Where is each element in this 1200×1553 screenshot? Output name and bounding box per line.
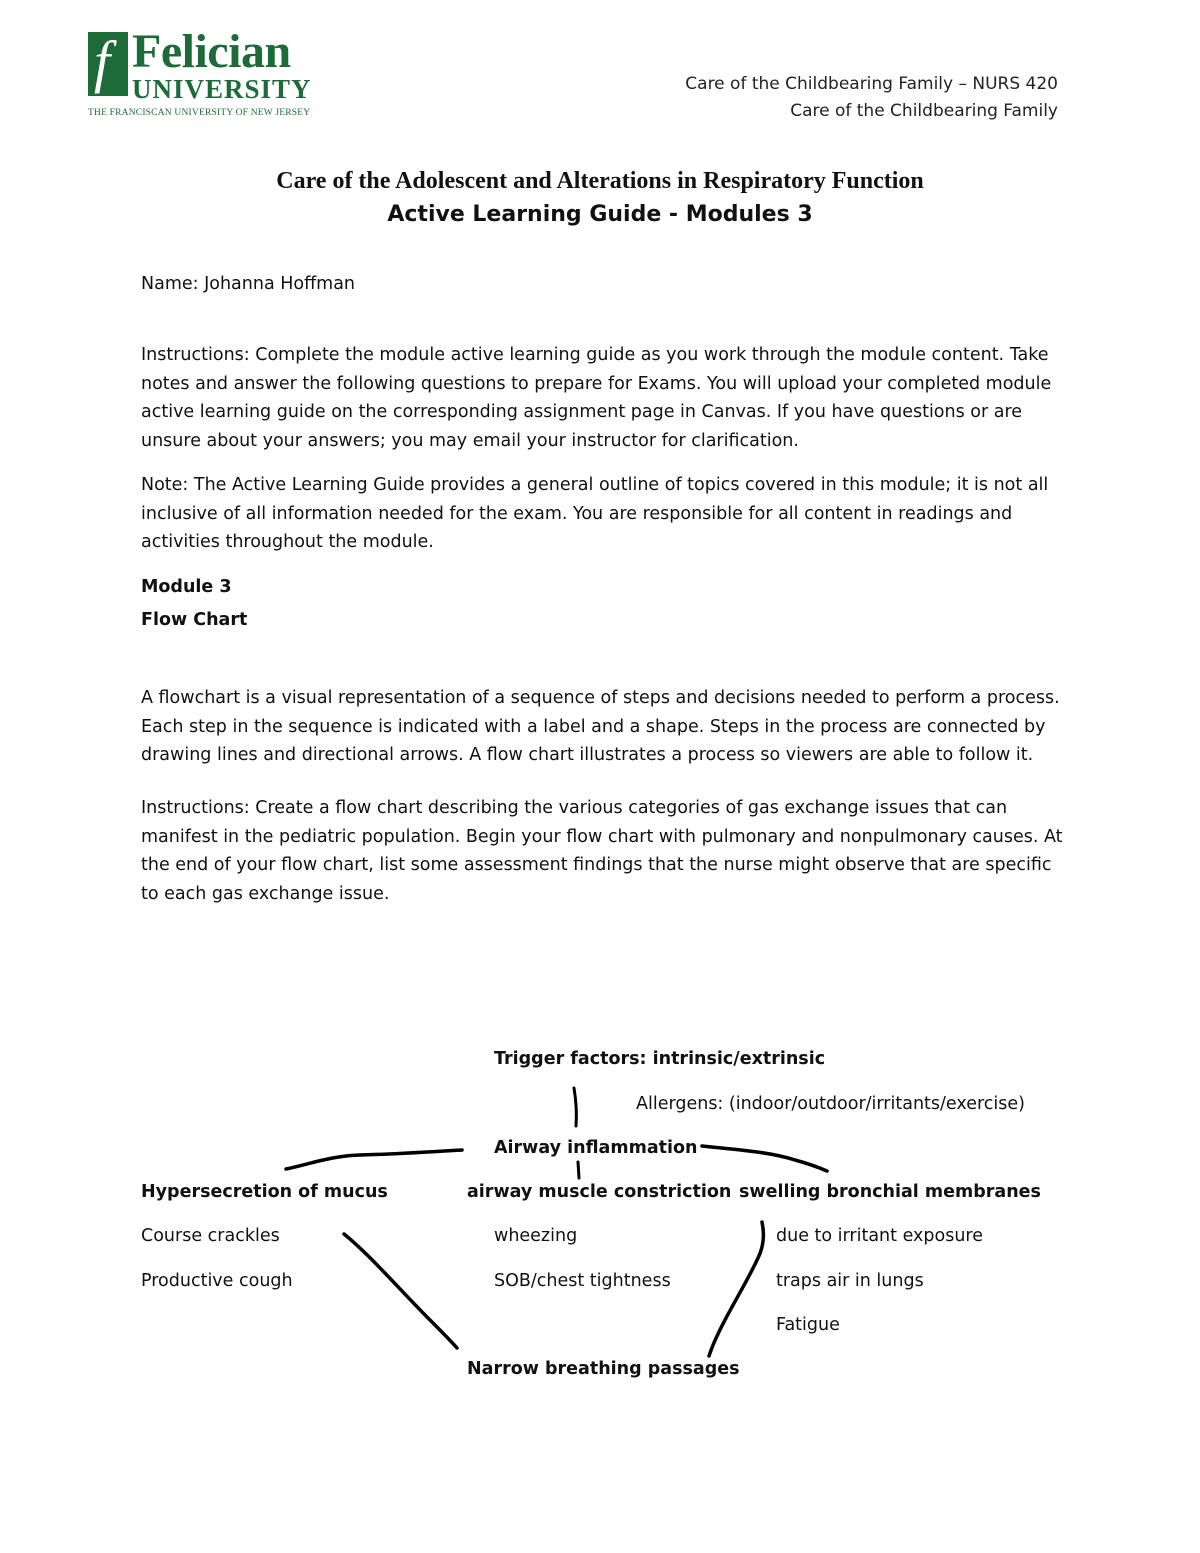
connector-left-to-narrow — [344, 1234, 457, 1348]
flowchart-airway-inflammation: Airway inflammation — [494, 1138, 698, 1158]
finding-wheezing: wheezing — [494, 1226, 578, 1246]
logo-tagline: THE FRANCISCAN UNIVERSITY OF NEW JERSEY — [88, 108, 311, 118]
flowchart-hypersecretion: Hypersecretion of mucus — [141, 1182, 388, 1202]
finding-productive-cough: Productive cough — [141, 1271, 293, 1291]
flowchart-description: A flowchart is a visual representation of a sequence of steps and decisions needed to perform a process. Each step in the sequence is indicated with a label and a shape. Steps in the process are connected by drawing lines and directional arrows. A flow chart illustrates a process so viewers are able to follow it. — [141, 688, 1060, 765]
document-title: Care of the Adolescent and Alterations in Respiratory Function — [276, 168, 924, 194]
connector-trigger-to-inflammation — [574, 1088, 576, 1126]
connector-inflammation-center — [578, 1162, 579, 1178]
finding-fatigue: Fatigue — [776, 1315, 840, 1335]
finding-course-crackles: Course crackles — [141, 1226, 280, 1246]
note-paragraph: Note: The Active Learning Guide provides a general outline of topics covered in this module; it is not all inclusive of all information needed for the exam. You are responsible for all content in readings and activities throughout the module. — [141, 475, 1049, 552]
logo-letter: f — [94, 29, 111, 94]
document-subtitle: Active Learning Guide - Modules 3 — [387, 202, 813, 227]
flowchart-allergens: Allergens: (indoor/outdoor/irritants/exercise) — [636, 1094, 1025, 1114]
finding-sob-chest-tightness: SOB/chest tightness — [494, 1271, 671, 1291]
student-name: Name: Johanna Hoffman — [141, 274, 356, 294]
flowchart-instructions: Instructions: Create a flow chart describing the various categories of gas exchange issues that can manifest in the pediatric population. Begin your flow chart with pulmonary and nonpulmonary causes. At the end of your flow chart, list some assessment findings that the nurse might observe that are specific to each gas exchange issue. — [141, 798, 1063, 904]
section-heading: Flow Chart — [141, 610, 248, 630]
header-course-name: Care of the Childbearing Family — [790, 101, 1058, 121]
flowchart-trigger-factors: Trigger factors: intrinsic/extrinsic — [494, 1049, 826, 1069]
connector-inflammation-left — [286, 1150, 462, 1169]
connector-right-to-narrow — [709, 1222, 763, 1356]
logo-university: UNIVERSITY — [132, 74, 312, 104]
instructions-paragraph: Instructions: Complete the module active learning guide as you work through the module content. Take notes and answer the following questions to prepare for Exams. You will upload your completed module active learning guide on the corresponding assignment page in Canvas. If you have questions or are unsure about your answers; you may email your instructor for clarification. — [141, 345, 1052, 451]
finding-irritant-exposure: due to irritant exposure — [776, 1226, 983, 1246]
header-course-code: Care of the Childbearing Family – NURS 420 — [685, 74, 1058, 94]
finding-traps-air: traps air in lungs — [776, 1271, 924, 1291]
module-heading: Module 3 — [141, 577, 232, 597]
flowchart-narrow-passages: Narrow breathing passages — [467, 1359, 740, 1379]
logo-name: Felician — [132, 25, 291, 78]
connector-inflammation-right — [702, 1146, 827, 1171]
flowchart-swelling-membranes: swelling bronchial membranes — [739, 1182, 1041, 1202]
flowchart-muscle-constriction: airway muscle constriction — [467, 1182, 732, 1202]
